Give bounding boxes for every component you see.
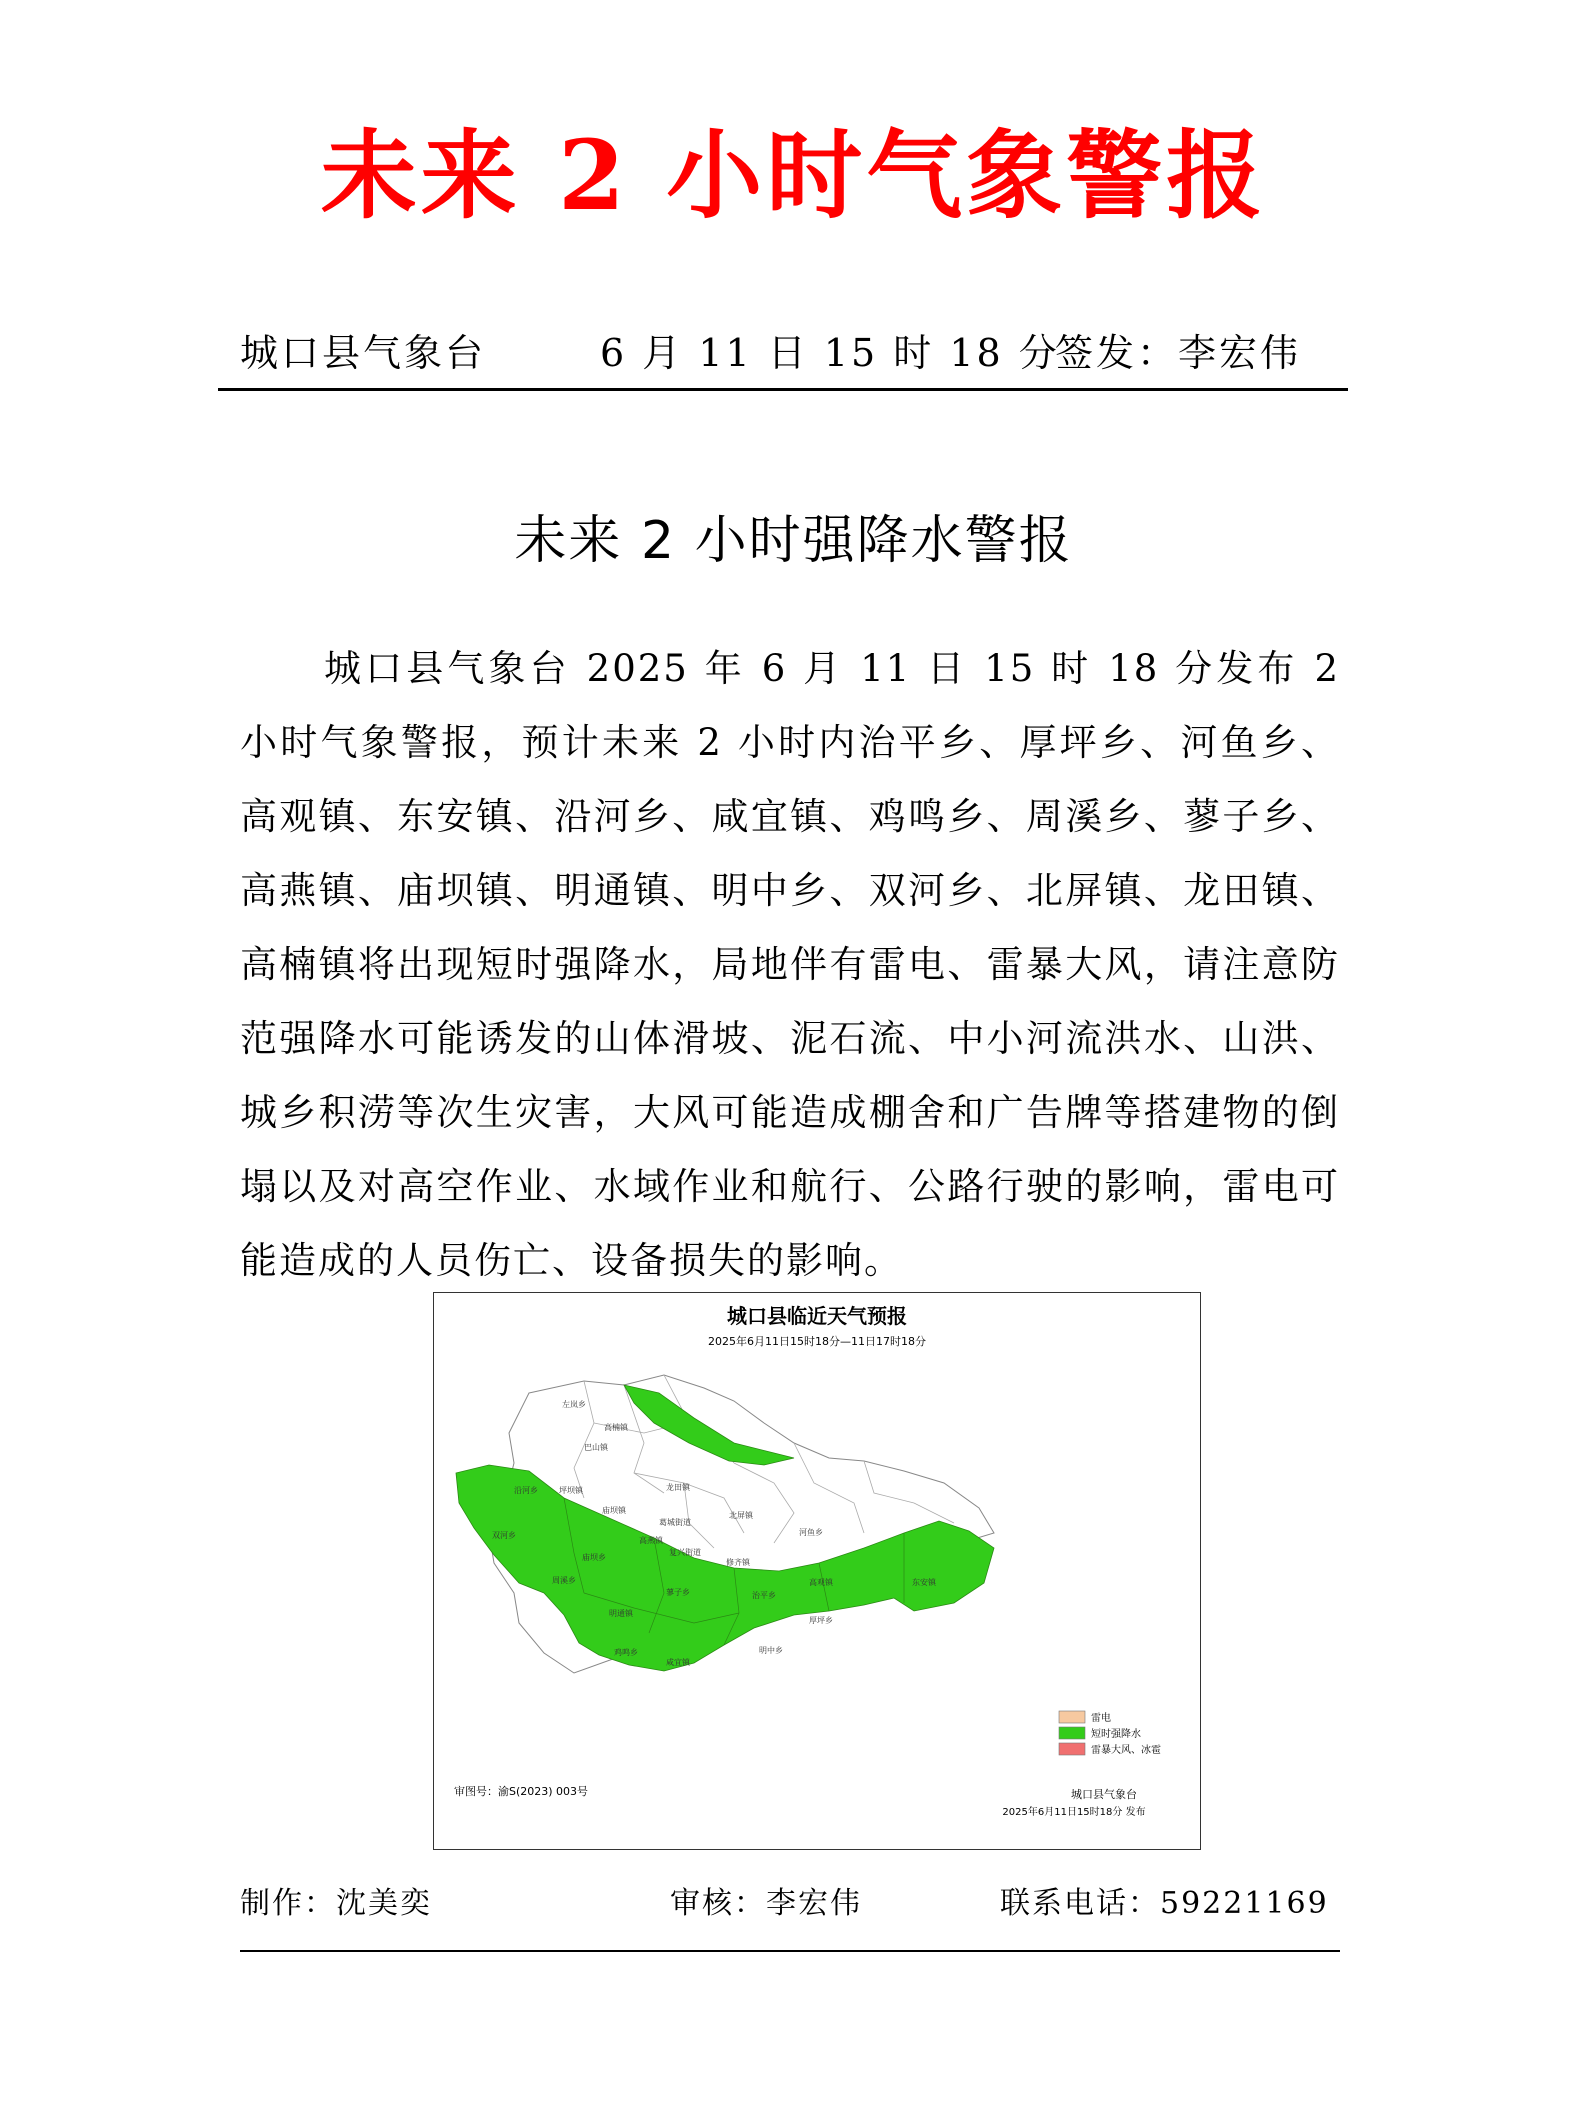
map-issuer: 城口县气象台 <box>1071 1788 1137 1801</box>
place-label: 龙田镇 <box>666 1483 690 1492</box>
issuer-name: 城口县气象台 <box>240 331 487 375</box>
signer: 签发：李宏伟 <box>1055 331 1302 375</box>
place-label: 蓼子乡 <box>666 1588 690 1597</box>
place-label: 修齐镇 <box>726 1558 750 1567</box>
maker: 制作：沈美奕 <box>240 1886 432 1921</box>
forecast-map <box>433 1292 1201 1850</box>
map-period: 2025年6月11日15时18分—11日17时18分 <box>708 1335 926 1348</box>
issue-datetime: 6 月 11 日 15 时 18 分 <box>600 331 1060 375</box>
place-label: 东安镇 <box>912 1578 936 1587</box>
place-label: 巴山镇 <box>584 1443 608 1452</box>
place-label: 咸宜镇 <box>666 1658 690 1667</box>
place-label: 沿河乡 <box>514 1486 538 1495</box>
footer-divider <box>240 1950 1340 1952</box>
place-label: 复兴街道 <box>669 1548 701 1557</box>
legend-label: 雷暴大风、冰雹 <box>1091 1745 1161 1756</box>
place-label: 庙坝镇 <box>602 1506 626 1515</box>
place-label: 双河乡 <box>492 1531 516 1540</box>
place-label: 庙坝乡 <box>582 1553 606 1562</box>
contact-phone: 联系电话：59221169 <box>1000 1886 1329 1921</box>
place-label: 葛城街道 <box>659 1518 691 1527</box>
place-label: 厚坪乡 <box>809 1616 833 1625</box>
map-issue-time: 2025年6月11日15时18分 发布 <box>1002 1807 1146 1818</box>
place-label: 明中乡 <box>759 1646 783 1655</box>
place-label: 高燕镇 <box>639 1536 663 1545</box>
map-review-number: 审图号：渝S(2023) 003号 <box>454 1785 589 1798</box>
place-label: 坪坝镇 <box>559 1486 583 1495</box>
place-label: 北屏镇 <box>729 1511 753 1520</box>
place-label: 周溪乡 <box>552 1576 576 1585</box>
subtitle: 未来 2 小时强降水警报 <box>514 511 1073 571</box>
header-divider <box>218 388 1348 391</box>
legend-swatch-thunder <box>1059 1711 1085 1723</box>
map-legend <box>1059 1711 1161 1756</box>
place-label: 明通镇 <box>609 1609 633 1618</box>
place-label: 治平乡 <box>752 1591 776 1600</box>
place-label: 河鱼乡 <box>799 1528 823 1537</box>
reviewer: 审核：李宏伟 <box>670 1886 862 1921</box>
map-title: 城口县临近天气预报 <box>727 1304 907 1328</box>
place-label: 鸡鸣乡 <box>614 1648 638 1657</box>
legend-swatch-rain <box>1059 1727 1085 1739</box>
legend-label: 雷电 <box>1091 1713 1111 1724</box>
place-label: 左岚乡 <box>562 1400 586 1409</box>
legend-swatch-wind <box>1059 1743 1085 1755</box>
document-title: 未来 2 小时气象警报 <box>320 119 1267 232</box>
warning-body-text: 城口县气象台 2025 年 6 月 11 日 15 时 18 分发布 2 小时气象警报，预计未来 2 小时内治平乡、厚坪乡、河鱼乡、高观镇、东安镇、沿河乡、咸宜镇、鸡鸣乡、周溪乡、蓼子乡、高燕镇、庙坝镇、明通镇、明中乡、双河乡、北屏镇、龙田镇、高楠镇将出现短时强降水，局地伴有雷电、雷暴大风，请注意防范强降水可能诱发的山体滑坡、泥石流、中小河流洪水、山洪、城乡积涝等次生灾害，大风可能造成棚舍和广告牌等搭建物的倒塌以及对高空作业、水域作业和航行、公路行驶的影响，雷电可能造成的人员伤亡、设备损失的影响。 <box>240 647 1340 1282</box>
map-svg <box>434 1293 1200 1849</box>
legend-label: 短时强降水 <box>1091 1729 1141 1740</box>
place-label: 高观镇 <box>809 1578 833 1587</box>
place-label: 高楠镇 <box>604 1423 628 1432</box>
